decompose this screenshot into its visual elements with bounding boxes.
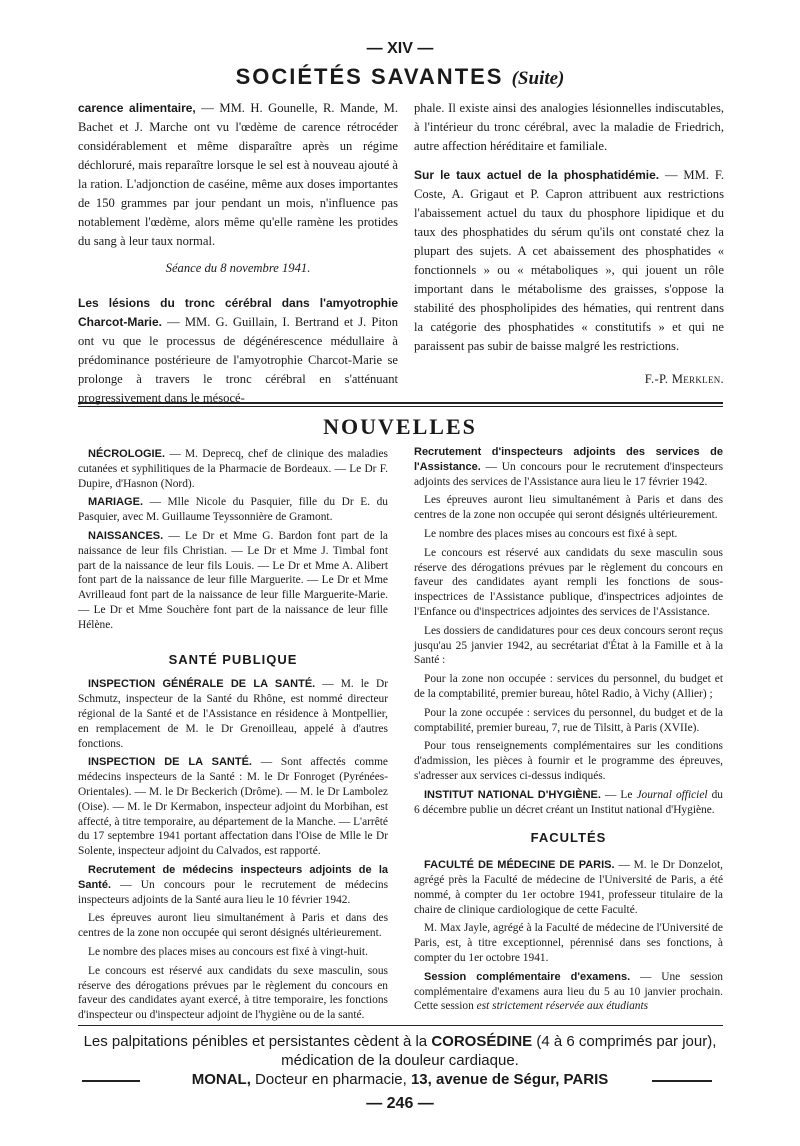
section-title-societes-savantes bbox=[0, 64, 800, 90]
seance-date-value: 8 novembre 1941. bbox=[220, 261, 311, 275]
advert-address: 13, avenue de Ségur, PARIS bbox=[410, 1071, 609, 1088]
news-faculte-medecine bbox=[414, 858, 723, 917]
news-body: — Un concours pour le recrutement d'inspecteurs adjoints des services de l'Assistance aura lieu le 17 février 1942. bbox=[414, 460, 723, 488]
news-heading: INSPECTION DE LA SANTÉ. bbox=[88, 756, 252, 769]
news-heading: Recrutement de médecins inspecteurs adjoints de la Santé. bbox=[78, 863, 388, 891]
news-institut-hygiene bbox=[414, 788, 723, 818]
news-paragraph: Le nombre des places mises au concours est fixé à vingt-huit. bbox=[88, 945, 368, 958]
news-body: — Un concours pour le recrutement de médecins inspecteurs adjoints de la Santé aura lieu le 10 février 1942. bbox=[78, 878, 388, 906]
news-paragraph: Les épreuves auront lieu simultanément à Paris et dans des centres de la zone non occupée qui seront désignés ultérieurement. bbox=[78, 912, 388, 940]
section-divider bbox=[78, 402, 723, 404]
news-mariage bbox=[78, 495, 388, 525]
societes-right-column bbox=[414, 99, 724, 389]
news-paragraph: Pour la zone non occupée : services du personnel, du budget et de la comptabilité, premier bureau, hôtel Radio, à Vichy (Allier) ; bbox=[414, 673, 723, 700]
advert-line-1 bbox=[0, 1033, 800, 1050]
paragraph-heading: Les lésions du tronc cérébral dans l'amyotrophie Charcot-Marie. bbox=[78, 296, 398, 329]
news-session-complementaire bbox=[414, 970, 723, 1014]
news-heading: INSTITUT NATIONAL D'HYGIÈNE. bbox=[424, 788, 601, 801]
news-heading: MARIAGE. bbox=[88, 496, 143, 509]
news-paragraph: Pour la zone occupée : services du personnel, du budget et de la comptabilité, premier bureau, 7, rue de Tilsitt, à Paris (XVIIe). bbox=[414, 706, 723, 734]
paragraph-heading: Sur le taux actuel de la phosphatidémie. bbox=[414, 168, 660, 182]
news-body: — M. le Dr Donzelot, agrégé près la Faculté de médecine de l'Université de Paris, a été nommé, à compter du 1er octobre 1941, professeur titulaire de la chaire de clinique cardiologique de cette Faculté. bbox=[414, 859, 724, 916]
news-body: — M. le Dr Schmutz, inspecteur de la Santé du Rhône, est nommé directeur régional de la Santé et de l'Assistance en résidence à Montpellier, en remplacement de M. le Dr Grenoilleau, appelé à d'autres fonctions. bbox=[78, 678, 388, 750]
paragraph-body: — MM. F. Coste, A. Grigaut et P. Capron attribuent aux restrictions l'abaissement actuel du taux du phosphore lipidique et du taux des phosphatides du sérum qu'ils ont constaté chez la plupart des sujets. A cet abaissement des phosphatides « fonctionnels » ou « métaboliques », qui jouent un rôle important dans le métabolisme des graisses, s'oppose la stabilité des phospholipides des hématies, qui rentrent dans la catégorie des phosphatides « constitutifs » et qui ne paraissent pas subir de baisse malgré les restrictions. bbox=[414, 168, 724, 353]
paragraph-phosphatidemie bbox=[414, 166, 724, 356]
news-paragraph: Le nombre des places mises au concours est fixé à sept. bbox=[424, 527, 678, 540]
advert-text: (4 à 6 comprimés par jour), bbox=[532, 1033, 717, 1050]
section-title-nouvelles: NOUVELLES bbox=[323, 414, 477, 439]
news-body: — Mlle Nicole du Pasquier, fille du Dr E. du Pasquier, avec M. Guillaume Teyssonnière de Gramont. bbox=[78, 496, 388, 524]
news-paragraph: Les épreuves auront lieu simultanément à Paris et dans des centres de la zone non occupée qui seront désignés ultérieurement. bbox=[414, 494, 723, 522]
news-naissances bbox=[78, 529, 388, 633]
subsection-title-facultes: FACULTÉS bbox=[530, 830, 607, 846]
news-paragraph: Le concours est réservé aux candidats du sexe masculin sous réserve des dérogations prévues par le règlement du concours en faveur des candidates ayant rempli les fonctions de sous-inspectrices de l'Assistance publique, d'inspectrices adjointes de l'Enfance ou d'inspectrices adjointes des services de l'Assistance. bbox=[414, 546, 723, 618]
paragraph-mesocephale-continued: phale. Il existe ainsi des analogies lésionnelles indiscutables, à l'intérieur du tronc cérébral, avec la maladie de Friedrich, autre affection héréditaire et familiale. bbox=[414, 101, 724, 153]
news-inspection-generale bbox=[78, 677, 388, 751]
news-paragraph: Pour tous renseignements complémentaires sur les conditions d'admission, les pièces à fournir et le programme des épreuves, s'adresser aux services ci-dessus indiqués. bbox=[414, 740, 723, 782]
news-body: — Une session complémentaire d'examens aura lieu du 5 au 10 janvier prochain. Cette session bbox=[414, 970, 723, 1013]
news-heading: NÉCROLOGIE. bbox=[88, 448, 166, 460]
nouvelles-right-column bbox=[414, 445, 723, 1018]
paragraph-charcot-marie bbox=[78, 294, 398, 408]
news-paragraph: Les dossiers de candidatures pour ces deux concours seront reçus jusqu'au 25 janvier 1942, au secrétariat d'État à la Famille et à la Santé : bbox=[414, 624, 723, 667]
advert-dash-right bbox=[652, 1080, 712, 1082]
news-recrutement-medecins bbox=[78, 863, 388, 907]
author-signature: F.-P. Merklen. bbox=[644, 372, 724, 386]
news-inspection-sante bbox=[78, 755, 388, 859]
paragraph-body: — MM. H. Gounelle, R. Mande, M. Bachet et J. Marche ont vu l'œdème de carence rétrocéder considérablement et même disparaître après un régime déchloruré, mais reparaître lorsque le sel est à nouveau ajouté à la ration. L'adjonction de caséine, même aux doses importantes de 150 grammes par jour pendant un mois, n'influence pas notablement l'œdème, alors même qu'elle ramène les protides du sang à leur taux normal. bbox=[78, 101, 398, 248]
news-italic: est strictement réservée aux étudiants bbox=[476, 1000, 649, 1013]
roman-page-number: — XIV — bbox=[366, 40, 434, 57]
seance-date bbox=[78, 259, 398, 278]
title-text: SOCIÉTÉS SAVANTES bbox=[235, 64, 504, 89]
journal-title: Journal officiel bbox=[636, 788, 708, 801]
news-necrologie bbox=[78, 447, 388, 491]
paragraph-carence bbox=[78, 99, 398, 251]
advert-brand-monal: MONAL, bbox=[191, 1071, 251, 1088]
advert-line-2: médication de la douleur cardiaque. bbox=[281, 1052, 519, 1069]
advert-text: Les palpitations pénibles et persistantes cèdent à la bbox=[83, 1033, 432, 1050]
news-recrutement-assistance bbox=[414, 445, 723, 489]
news-body: du 6 décembre publie un décret créant un Institut national d'Hygiène. bbox=[414, 788, 724, 816]
paragraph-body: — MM. G. Guillain, I. Bertrand et J. Piton ont vu que le processus de dégénérescence médullaire à prédominance postérieure de l'amyotrophie Charcot-Marie se prolonge à travers le tronc cérébral en s'atténuant progressivement dans le mésocé- bbox=[78, 315, 398, 405]
news-body: — Le bbox=[600, 788, 637, 801]
paragraph-heading: carence alimentaire, bbox=[78, 101, 196, 115]
section-divider-thin bbox=[78, 406, 723, 407]
news-heading: Session complémentaire d'examens. bbox=[424, 970, 631, 983]
nouvelles-left-column bbox=[78, 447, 388, 1027]
societes-left-column bbox=[78, 99, 398, 408]
seance-prefix: Séance du bbox=[165, 261, 221, 275]
advert-brand-corosedine: COROSÉDINE bbox=[431, 1033, 533, 1050]
news-paragraph: M. Max Jayle, agrégé à la Faculté de médecine de l'Université de Paris, est, à titre exceptionnel, pérennisé dans ses fonctions, à compter du 1er octobre 1941. bbox=[414, 922, 723, 964]
advert-text: Docteur en pharmacie, bbox=[250, 1071, 411, 1088]
page-number: — 246 — bbox=[366, 1095, 434, 1112]
news-paragraph: Le concours est réservé aux candidats du sexe masculin, sous réserve des dérogations prévues par le règlement du concours en faveur des candidates ayant exercé, à titre temporaire, les fonctions d'inspecteur ou d'inspecteur adjoint de l'hygiène ou de la santé. bbox=[78, 964, 388, 1022]
news-heading: INSPECTION GÉNÉRALE DE LA SANTÉ. bbox=[88, 678, 316, 691]
advert-divider bbox=[78, 1025, 723, 1026]
news-body: — Le Dr et Mme G. Bardon font part de la naissance de leur fils Christian. — Le Dr et Mme J. Timbal font part de la naissance de leur fils Louis. — Le Dr et Mme A. Alibert font part de la naissance de leur fille Marguerite. — Le Dr et Mme Avrilleaud font part de la naissance de leur fille Marguerite-Marie. — Le Dr et Mme Souchère font part de la naissance de leur fille Hélène. bbox=[78, 529, 388, 631]
news-heading: NAISSANCES. bbox=[88, 529, 164, 542]
subsection-title-sante-publique: SANTÉ PUBLIQUE bbox=[168, 651, 298, 667]
news-heading: Recrutement d'inspecteurs adjoints des services de l'Assistance. bbox=[414, 446, 723, 473]
news-body: — M. Deprecq, chef de clinique des maladies cutanées et syphilitiques de la Pharmacie de Bordeaux. — Le Dr F. Dupire, d'Hasnon (Nord). bbox=[78, 448, 388, 490]
news-body: — Sont affectés comme médecins inspecteurs de la Santé : M. le Dr Fonroget (Pyrénées-Orientales). — M. le Dr Beckerich (Drôme). — M. le Dr Lambolez (Oise). — M. le Dr Kermabon, inspecteur adjoint du Morbihan, est affecté, à titre temporaire, au département de la Manche. — L'arrêté du 17 septembre 1941 portant affectation dans l'Oise de Mlle le Dr Solente, inspecteur adjoint du Calvados, est rapporté. bbox=[78, 756, 388, 858]
news-heading: FACULTÉ DE MÉDECINE DE PARIS. bbox=[424, 859, 615, 872]
title-suffix: (Suite) bbox=[511, 68, 565, 89]
